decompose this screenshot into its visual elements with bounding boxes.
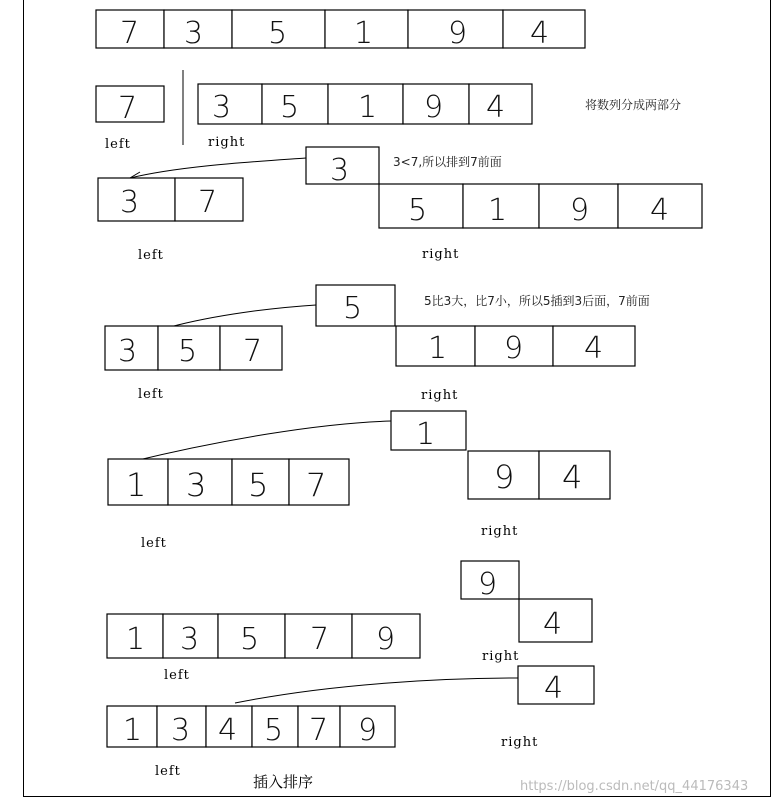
row6-left-array	[107, 706, 395, 747]
row1-right-value: 1	[358, 90, 378, 125]
row5-left-array	[107, 614, 420, 658]
row5-right-value: 4	[543, 607, 563, 642]
initial-array	[96, 10, 585, 48]
row1-right-value: 3	[212, 90, 232, 125]
row1-right-value: 9	[424, 90, 444, 125]
row4-right-value: 4	[562, 458, 583, 496]
row2-moving-value: 3	[330, 153, 350, 188]
row4-insert-line	[130, 421, 391, 462]
row1-left-label: left	[105, 137, 131, 152]
row2-left-label: left	[138, 248, 164, 263]
row2-right-value: 1	[488, 193, 508, 228]
row4-left-value: 5	[248, 466, 269, 504]
row3-right-label: right	[421, 388, 459, 403]
row4-left-label: left	[141, 536, 167, 551]
row6-left-value: 5	[264, 713, 284, 748]
row4-right-value: 9	[494, 458, 515, 496]
row3-insert-line	[170, 305, 316, 327]
watermark: https://blog.csdn.net/qq_44176343	[520, 779, 749, 794]
step-note-1: 3<7,所以排到7前面	[393, 155, 502, 169]
row5-right-label: right	[482, 649, 520, 664]
row3-right-value: 1	[428, 331, 448, 366]
row5-left-value: 3	[180, 622, 200, 657]
row6-moving-value: 4	[544, 671, 564, 706]
row5-moving-value: 9	[478, 567, 498, 602]
row1-left-value: 7	[118, 91, 138, 126]
row3-left-value: 7	[243, 334, 263, 369]
row3-right-value: 9	[504, 331, 524, 366]
row6-left-value: 7	[309, 713, 329, 748]
row5-left-value: 5	[240, 622, 260, 657]
row3-left-value: 3	[118, 334, 138, 369]
row6-left-label: left	[155, 764, 181, 779]
split-note: 将数列分成两部分	[585, 98, 682, 112]
row2-left-value: 7	[198, 185, 218, 220]
row3-left-value: 5	[178, 334, 198, 369]
row4-left-value: 3	[186, 466, 207, 504]
row2-right-label: right	[422, 247, 460, 262]
row6-left-value: 9	[358, 713, 378, 748]
row6-left-value: 3	[171, 713, 191, 748]
row1-right-label: right	[208, 135, 246, 150]
initial-cell-value: 1	[354, 16, 374, 51]
row2-insert-arrow	[130, 158, 306, 178]
row3-left-label: left	[138, 387, 164, 402]
row6-insert-line	[235, 678, 518, 703]
row4-moving-value: 1	[416, 417, 436, 452]
initial-cell-value: 3	[184, 16, 204, 51]
row5-left-value: 1	[126, 622, 146, 657]
diagram-title: 插入排序	[253, 773, 314, 791]
row6-left-value: 4	[218, 713, 238, 748]
row1-right-value: 5	[280, 90, 300, 125]
row5-left-label: left	[164, 668, 190, 683]
row4-right-label: right	[481, 524, 519, 539]
row4-left-value: 7	[306, 466, 327, 504]
row5-left-value: 7	[310, 622, 330, 657]
row3-right-value: 4	[584, 331, 604, 366]
row6-left-value: 1	[123, 713, 143, 748]
initial-cell-value: 7	[120, 16, 140, 51]
row2-right-value: 9	[570, 193, 590, 228]
step-note-2: 5比3大，比7小，所以5插到3后面，7前面	[424, 294, 650, 308]
initial-cell-value: 4	[530, 16, 550, 51]
row2-right-value: 5	[408, 193, 428, 228]
row5-left-value: 9	[376, 622, 396, 657]
row2-right-value: 4	[650, 193, 670, 228]
row3-moving-value: 5	[343, 291, 363, 326]
row1-right-value: 4	[486, 90, 506, 125]
initial-cell-value: 5	[268, 16, 288, 51]
row4-left-value: 1	[126, 466, 147, 504]
initial-cell-value: 9	[448, 16, 468, 51]
row6-right-label: right	[501, 735, 539, 750]
row4-right-array	[468, 451, 610, 499]
row2-left-value: 3	[120, 185, 140, 220]
